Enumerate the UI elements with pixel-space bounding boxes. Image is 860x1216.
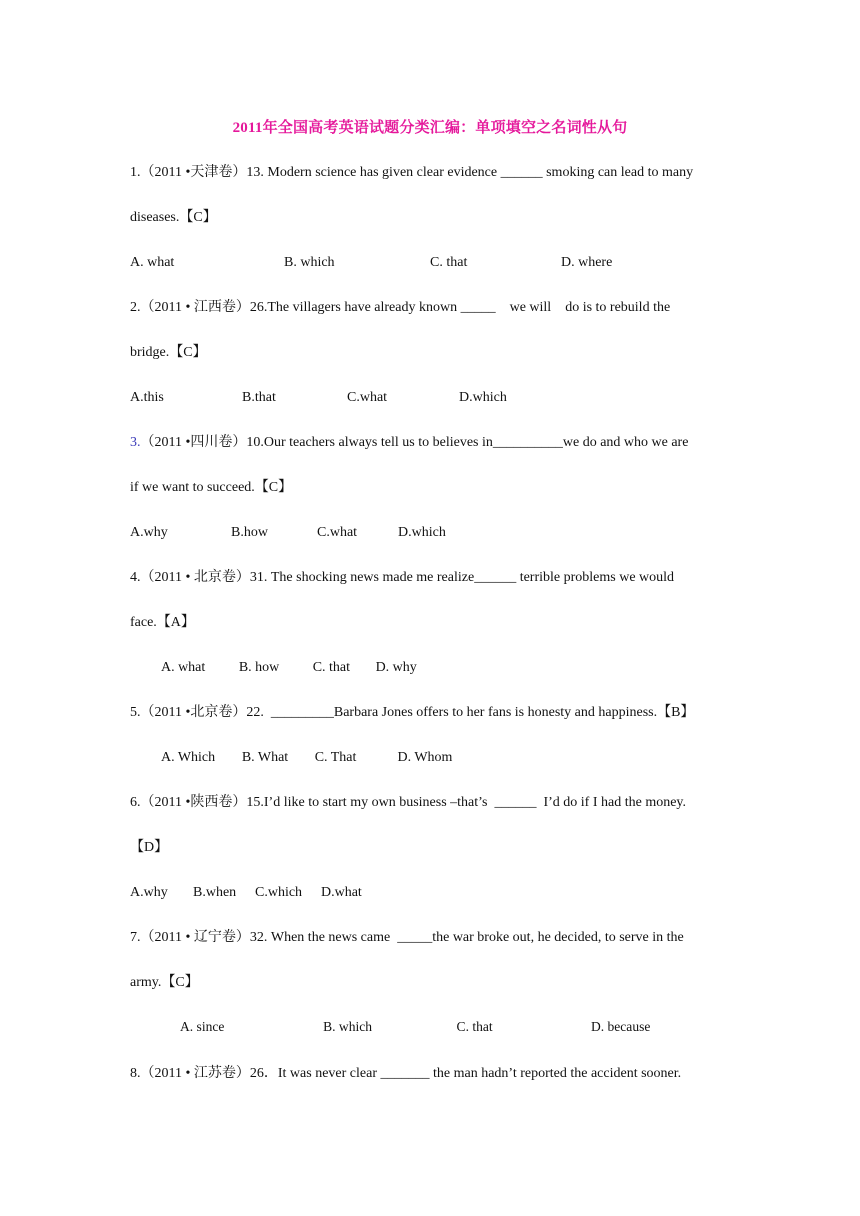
question-1-stem-continued: diseases.【C】 (130, 210, 217, 225)
option-d: D.which (398, 525, 446, 540)
question-8-stem: 8.（2011 • 江苏卷）26．It was never clear _______ the man hadn’t reported the accident sooner. (130, 1066, 682, 1081)
question-3-text: （2011 •四川卷）10.Our teachers always tell us to believes in__________we do and who we are (140, 435, 689, 450)
question-2-stem: 2.（2011 • 江西卷）26.The villagers have already known _____ we will do is to rebuild the (130, 300, 671, 315)
question-5-options (161, 748, 760, 768)
option-d: D. because (590, 1020, 651, 1035)
question-1-options (130, 253, 730, 273)
option-d: D. where (561, 255, 613, 270)
option-d: D. Whom (397, 750, 453, 765)
option-d: D.what (321, 885, 362, 900)
option-b: B.how (231, 525, 268, 540)
question-4-stem: 4.（2011 • 北京卷）31. The shocking news made me realize______ terrible problems we would (130, 570, 675, 585)
question-7-stem-continued: army.【C】 (130, 975, 199, 990)
option-b: B.when (193, 885, 237, 900)
question-6-options (130, 883, 730, 903)
question-1-stem: 1.（2011 •天津卷）13. Modern science has given clear evidence ______ smoking can lead to many (130, 165, 694, 180)
question-5-stem: 5.（2011 •北京卷）22. _________Barbara Jones offers to her fans is honesty and happiness.【B】 (130, 705, 695, 720)
option-c: C. That (314, 750, 357, 765)
option-a: A.this (130, 390, 164, 405)
option-a: A. what (130, 255, 175, 270)
question-4-stem-continued: face.【A】 (130, 615, 195, 630)
page-title: 2011年全国高考英语试题分类汇编：单项填空之名词性从句 (232, 120, 628, 136)
question-4-options (161, 658, 760, 678)
question-6-stem: 6.（2011 •陕西卷）15.I’d like to start my own business –that’s ______ I’d do if I had the money. (130, 795, 687, 810)
option-b: B. how (238, 660, 280, 675)
question-7-options (180, 1018, 760, 1038)
option-a: A. since (180, 1020, 225, 1035)
option-d: D. why (375, 660, 417, 675)
question-2-options (130, 388, 730, 408)
option-a: A.why (130, 885, 168, 900)
option-a: A. Which (161, 750, 216, 765)
question-3-stem (130, 433, 730, 453)
option-d: D.which (459, 390, 507, 405)
option-c: C.what (347, 390, 388, 405)
question-7-stem: 7.（2011 • 辽宁卷）32. When the news came _____the war broke out, he decided, to serve in the (130, 930, 684, 945)
question-3-number: 3. (130, 435, 141, 450)
question-2-stem-continued: bridge.【C】 (130, 345, 207, 360)
option-b: B.that (242, 390, 276, 405)
option-b: B. which (323, 1020, 373, 1035)
option-a: A. what (161, 660, 206, 675)
question-3-stem-continued: if we want to succeed.【C】 (130, 480, 293, 495)
option-a: A.why (130, 525, 168, 540)
option-c: C. that (312, 660, 350, 675)
option-c: C.what (317, 525, 358, 540)
option-b: B. which (284, 255, 335, 270)
option-c: C. that (456, 1020, 493, 1035)
option-c: C. that (430, 255, 468, 270)
option-c: C.which (255, 885, 303, 900)
question-3-options (130, 523, 730, 543)
option-b: B. What (241, 750, 289, 765)
question-6-stem-continued: 【D】 (130, 840, 169, 855)
